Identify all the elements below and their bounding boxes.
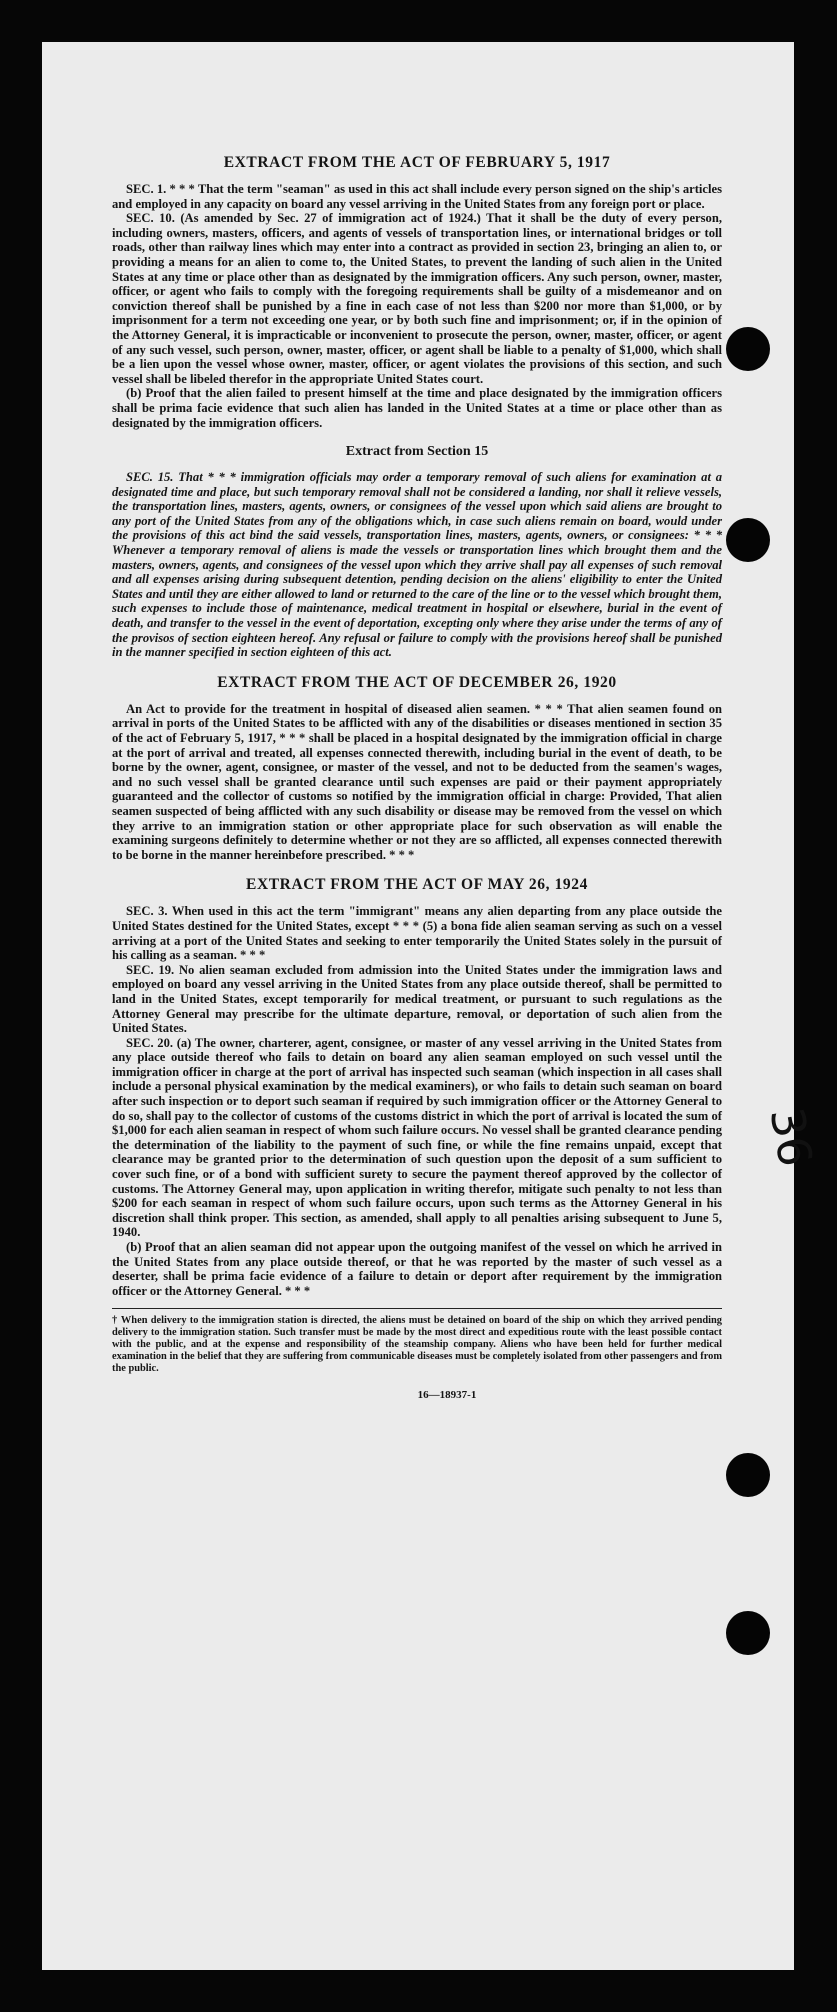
paragraph-act-1920: An Act to provide for the treatment in hospital of diseased alien seamen. * * * That alien seamen found on arrival in ports of the United States to be afflicted with any of the disabilities or diseases mentioned in section 35 of the act of February 5, 1917, * * * shall be placed in a hospital designated by the immigration official in charge at the port of arrival and treated, all expenses connected therewith, including burial in the event of death, to be borne by the owner, agent, consignee, or master of the vessel, and not to be deducted from the seamen's wages, and no such vessel shall be granted clearance until such expenses are paid or their payment appropriately guaranteed and the collector of customs so notified by the immigration official in charge: Provided, That alien seamen suspected of being afflicted with any such disability or disease may be removed from the vessel on which they arrive to an immigration station or other appropriate place for such observation as will enable the examining surgeons definitely to determine whether or not they are so afflicted, all expenses connected therewith to be borne in the manner hereinbefore prescribed. * * * [112, 701, 722, 862]
document-number: 16—18937-1 [417, 1389, 477, 1402]
document-content [112, 154, 722, 1401]
punch-hole-3 [726, 1453, 770, 1497]
paragraph-sec20b: (b) Proof that an alien seaman did not appear upon the outgoing manifest of the vessel on which he arrived in the United States from any place outside thereof, or that he was reported by the master of such vessel as a deserter, shall be prima facie evidence of a failure to detain or deport after requirement by the immigration officer or the Attorney General. * * * [112, 1240, 722, 1298]
paragraph-sec19: SEC. 19. No alien seaman excluded from admission into the United States under the immigration laws and employed on board any vessel arriving in the United States from any place outside thereof, shall be permitted to land in the United States, except temporarily for medical treatment, or pursuant to such regulations as the Attorney General may prescribe for the ultimate departure, removal, or deportation of such alien from the United States. [112, 962, 722, 1036]
document-page [42, 42, 823, 1970]
section-heading-may-1924: EXTRACT FROM THE ACT OF MAY 26, 1924 [246, 876, 588, 894]
punch-hole-1 [726, 327, 770, 371]
paragraph-sec20a: SEC. 20. (a) The owner, charterer, agent, consignee, or master of any vessel arriving in the United States from any place outside thereof who fails to detain on board any alien seaman employed on such vessel until the immigration officer in charge at the port of arrival has inspected such seaman (which inspection in all cases shall include a personal physical examination by the medical examiners), or who fails to detain such seaman on board after such inspection or to deport such seaman if required by such immigration officer or the Attorney General to do so, shall pay to the collector of customs of the customs district in which the port of arrival is located the sum of $1,000 for each alien seaman in respect of whom such failure occurs. No vessel shall be granted clearance pending the determination of the liability to the payment of such fine, or while the fine remains unpaid, except that clearance may be granted prior to the determination of such question upon the deposit of a sum sufficient to cover such fine, or of a bond with sufficient surety to secure the payment thereof approved by the collector of customs. The Attorney General may, upon application in writing therefor, mitigate such penalty to not less than $200 for each seaman in respect of whom such failure occurs, upon such terms as the Attorney General in his discretion shall think proper. This section, as amended, shall apply to all penalties arising subsequent to June 5, 1940. [112, 1035, 722, 1240]
paragraph-sec1: SEC. 1. * * * That the term "seaman" as used in this act shall include every person signed on the ship's articles and employed in any capacity on board any vessel arriving in the United States from any foreign port or place. [112, 182, 722, 211]
footnote: † When delivery to the immigration station is directed, the aliens must be detained on board of the ship on which they arrived pending delivery to the immigration station. Such transfer must be made by the most direct and expeditious route with the least possible contact with the public, and at the expense and responsibility of the steamship company. Aliens who have been held for further medical examination in the belief that they are suffering from communicable diseases must be completely isolated from other passengers and from the public. [112, 1315, 722, 1375]
handwritten-page-mark: 36 [759, 1103, 823, 1171]
punch-hole-2 [726, 518, 770, 562]
paragraph-sec10: SEC. 10. (As amended by Sec. 27 of immigration act of 1924.) That it shall be the duty of every person, including owners, masters, officers, and agents of vessels of transportation lines, or international bridges or toll roads, other than railway lines which may enter into a contract as provided in section 23, bringing an alien to, or providing a means for an alien to come to, the United States, to prevent the landing of such alien in the United States at any time or place other than as designated by the immigration officers. Any such person, owner, master, officer, or agent who fails to comply with the foregoing requirements shall be guilty of a misdemeanor and on conviction thereof shall be punished by a fine in each case of not less than $200 nor more than $1,000, or by imprisonment for a term not exceeding one year, or by both such fine and imprisonment; or, if in the opinion of the Attorney General, it is impracticable or inconvenient to prosecute the person, owner, master, officer, or agent of any such vessel, such person, owner, master, officer, or agent shall be liable to a penalty of $1,000, which shall be a lien upon the vessel whose owner, master, officer, or agent violates the provisions of this section, and such vessel shall be libeled therefor in the appropriate United States court. [112, 211, 722, 386]
footnote-divider [112, 1308, 722, 1309]
punch-hole-4 [726, 1611, 770, 1655]
paragraph-sec3: SEC. 3. When used in this act the term "immigrant" means any alien departing from any place outside the United States destined for the United States, except * * * (5) a bona fide alien seaman serving as such on a vessel arriving at a port of the United States and seeking to enter temporarily the United States solely in the pursuit of his calling as a seaman. * * * [112, 904, 722, 963]
section-heading-sec15: Extract from Section 15 [345, 444, 489, 460]
section-heading-dec-1920: EXTRACT FROM THE ACT OF DECEMBER 26, 1920 [217, 673, 617, 691]
paragraph-sec15: SEC. 15. That * * * immigration officials may order a temporary removal of such aliens for examination at a designated time and place, but such temporary removal shall not be considered a landing, nor shall it relieve vessels, the transportation lines, masters, agents, owners, or consignees of the vessel upon which said aliens are brought to any port of the United States from any of the obligations which, in case such aliens remain on board, would under the provisions of this act bind the said vessels, transportation lines, masters, agents, owners, or consignees: * * * Whenever a temporary removal of aliens is made the vessels or transportation lines which brought them and the masters, owners, agents, and consignees of the vessel upon which they arrive shall pay all expenses of such removal and all expenses arising during subsequent detention, pending decision on the aliens' eligibility to enter the United States and until they are either allowed to land or returned to the care of the line or to the vessel which brought them, such expenses to include those of maintenance, medical treatment in hospital or elsewhere, burial in the event of death, and transfer to the vessel in the event of deportation, excepting only where they arise under the terms of any of the provisos of section eighteen hereof. Any refusal or failure to comply with the provisions hereof shall be punished in the manner specified in section eighteen of this act. [112, 470, 722, 660]
section-heading-feb-1917: EXTRACT FROM THE ACT OF FEBRUARY 5, 1917 [223, 154, 611, 171]
paragraph-sec10-b: (b) Proof that the alien failed to present himself at the time and place designated by the immigration officers shall be prima facie evidence that such alien has landed in the United States at a time or place other than as designated by the immigration officers. [112, 386, 722, 430]
